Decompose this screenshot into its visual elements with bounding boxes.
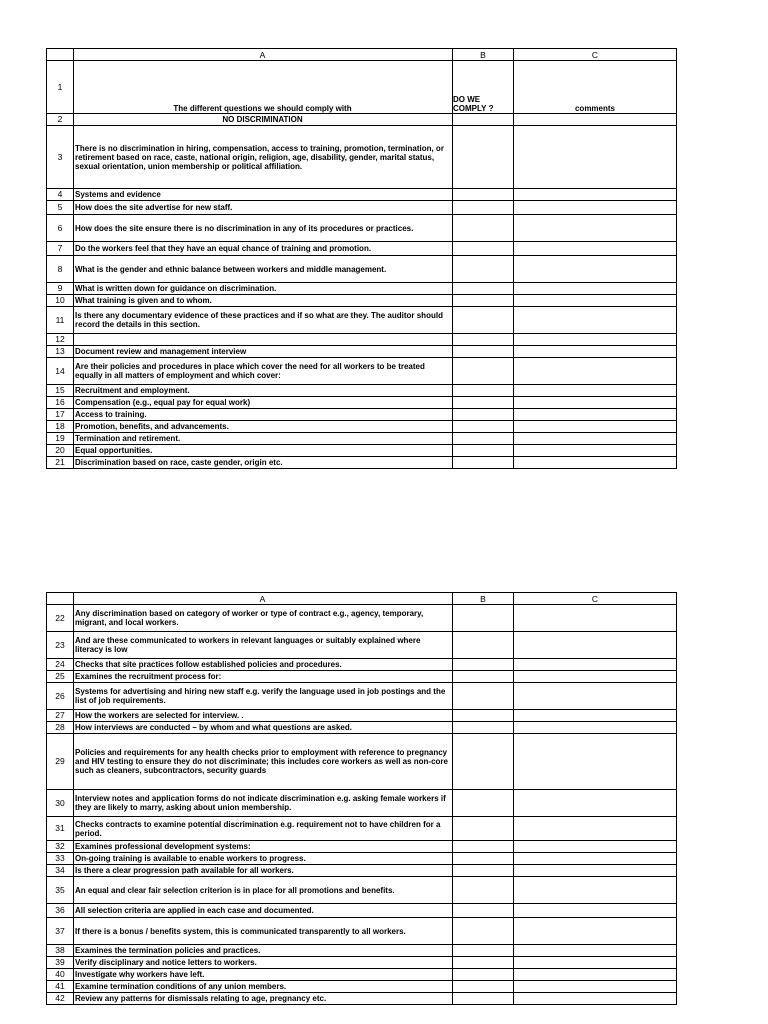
table-row [47,817,677,841]
column-header-b[interactable]: B [453,49,514,61]
column-header-a[interactable]: A [74,49,453,61]
row-number[interactable]: 2 [47,114,74,126]
row-number[interactable]: 31 [47,817,74,841]
table-row [47,605,677,632]
comply-cell[interactable] [453,358,514,385]
comments-cell[interactable] [514,256,677,283]
table-row [47,790,677,817]
table-row [47,421,677,433]
table-row [47,853,677,865]
row-number[interactable]: 33 [47,853,74,865]
comments-cell[interactable] [514,945,677,957]
table-row [47,722,677,734]
row-number[interactable]: 18 [47,421,74,433]
table-row [47,904,677,918]
question-cell[interactable]: Promotion, benefits, and advancements. [74,421,453,433]
row-number[interactable]: 6 [47,215,74,242]
table-row [47,256,677,283]
table-row [47,865,677,877]
comments-cell[interactable] [514,969,677,981]
row-number[interactable]: 26 [47,683,74,710]
row-number[interactable]: 35 [47,877,74,904]
question-cell[interactable]: Review any patterns for dismissals relating to age, pregnancy etc. [74,993,453,1005]
question-cell[interactable]: Policies and requirements for any health checks prior to employment with reference to pregnancy and HIV testing to ensure they do not discriminate; this includes core workers as well as non-core such as cleaners, subcontractors, security guards [74,734,453,790]
comments-cell[interactable] [514,841,677,853]
comply-cell[interactable] [453,841,514,853]
row-number[interactable]: 9 [47,283,74,295]
comments-cell[interactable] [514,993,677,1005]
row-number[interactable]: 34 [47,865,74,877]
table-row [47,61,677,114]
comments-cell[interactable] [514,215,677,242]
question-cell[interactable]: If there is a bonus / benefits system, this is communicated transparently to all workers. [74,918,453,945]
comply-cell[interactable] [453,385,514,397]
question-cell[interactable]: Examines the recruitment process for: [74,671,453,683]
corner-cell[interactable] [47,593,74,605]
comments-cell[interactable] [514,853,677,865]
comments-cell[interactable] [514,817,677,841]
table-row [47,957,677,969]
row-number[interactable]: 3 [47,126,74,189]
comply-cell[interactable] [453,632,514,659]
table-row [47,409,677,421]
table-row [47,397,677,409]
comply-cell[interactable] [453,457,514,469]
row-number[interactable]: 15 [47,385,74,397]
row-number[interactable]: 36 [47,904,74,918]
comply-cell[interactable] [453,981,514,993]
comments-cell[interactable] [514,605,677,632]
question-cell[interactable]: Investigate why workers have left. [74,969,453,981]
row-number[interactable]: 1 [47,61,74,114]
comments-cell[interactable] [514,283,677,295]
comply-cell[interactable] [453,114,514,126]
comments-cell[interactable] [514,904,677,918]
spreadsheet-table-1 [46,48,673,469]
row-number[interactable]: 12 [47,334,74,346]
table-row [47,358,677,385]
comments-cell[interactable] [514,710,677,722]
row-number[interactable]: 30 [47,790,74,817]
row-number[interactable]: 27 [47,710,74,722]
table-row [47,683,677,710]
row-number[interactable]: 22 [47,605,74,632]
table-row [47,710,677,722]
row-number[interactable]: 7 [47,242,74,256]
question-cell[interactable]: Is there any documentary evidence of these practices and if so what are they. The auditor should record the details in this section. [74,307,453,334]
comments-cell[interactable] [514,632,677,659]
comments-cell[interactable] [514,722,677,734]
table-row [47,918,677,945]
comments-cell[interactable] [514,114,677,126]
question-cell[interactable]: Checks contracts to examine potential discrimination e.g. requirement not to have children for a period. [74,817,453,841]
row-number[interactable]: 40 [47,969,74,981]
comply-cell[interactable] [453,307,514,334]
question-cell[interactable]: All selection criteria are applied in each case and documented. [74,904,453,918]
table-row [47,981,677,993]
table-row [47,445,677,457]
comments-cell[interactable] [514,865,677,877]
column-header-b[interactable]: B [453,593,514,605]
row-number[interactable]: 38 [47,945,74,957]
comments-cell[interactable] [514,358,677,385]
comply-cell[interactable] [453,605,514,632]
comply-cell[interactable] [453,189,514,201]
question-cell[interactable]: How interviews are conducted – by whom and what questions are asked. [74,722,453,734]
question-cell[interactable]: Systems for advertising and hiring new staff e.g. verify the language used in job postings and the list of job requirements. [74,683,453,710]
question-cell[interactable]: How the workers are selected for interview. . [74,710,453,722]
question-cell[interactable]: Examine termination conditions of any union members. [74,981,453,993]
question-header-cell[interactable]: The different questions we should comply with [74,61,453,114]
comply-cell[interactable] [453,945,514,957]
table-row [47,346,677,358]
table-row [47,283,677,295]
comments-header-cell[interactable]: comments [514,61,677,114]
question-cell[interactable]: There is no discrimination in hiring, compensation, access to training, promotion, termination, or retirement based on race, caste, national origin, religion, age, disability, gender, marital status, sexual orientation, union membership or political affiliation. [74,126,453,189]
table-row [47,993,677,1005]
column-header-a[interactable]: A [74,593,453,605]
question-cell[interactable]: Termination and retirement. [74,433,453,445]
table-row [47,126,677,189]
question-cell[interactable]: Access to training. [74,409,453,421]
question-cell[interactable]: Are their policies and procedures in place which cover the need for all workers to be treated equally in all matters of employment and which cover: [74,358,453,385]
comply-cell[interactable] [453,710,514,722]
row-number[interactable]: 19 [47,433,74,445]
question-cell[interactable]: Is there a clear progression path available for all workers. [74,865,453,877]
table-row [47,671,677,683]
comply-cell[interactable] [453,201,514,215]
table-row [47,945,677,957]
question-cell[interactable]: How does the site ensure there is no discrimination in any of its procedures or practices. [74,215,453,242]
comments-cell[interactable] [514,790,677,817]
row-number[interactable]: 10 [47,295,74,307]
row-number[interactable]: 23 [47,632,74,659]
comply-cell[interactable] [453,295,514,307]
question-cell[interactable]: Do the workers feel that they have an equal chance of training and promotion. [74,242,453,256]
comply-cell[interactable] [453,671,514,683]
spreadsheet-table-2 [46,592,673,1005]
comply-cell[interactable] [453,346,514,358]
row-number[interactable]: 16 [47,397,74,409]
question-cell[interactable]: Equal opportunities. [74,445,453,457]
comply-cell[interactable] [453,865,514,877]
row-number[interactable]: 37 [47,918,74,945]
comments-cell[interactable] [514,409,677,421]
row-number[interactable]: 14 [47,358,74,385]
comply-cell[interactable] [453,421,514,433]
comply-cell[interactable] [453,817,514,841]
comply-cell[interactable] [453,877,514,904]
comply-cell[interactable] [453,918,514,945]
comments-cell[interactable] [514,295,677,307]
question-cell[interactable]: Examines the termination policies and practices. [74,945,453,957]
question-cell[interactable]: What is the gender and ethnic balance between workers and middle management. [74,256,453,283]
row-number[interactable]: 24 [47,659,74,671]
row-number[interactable]: 41 [47,981,74,993]
question-cell[interactable]: How does the site advertise for new staff. [74,201,453,215]
comments-cell[interactable] [514,659,677,671]
comply-cell[interactable] [453,334,514,346]
table-row [47,877,677,904]
question-cell[interactable]: Interview notes and application forms do not indicate discrimination e.g. asking female workers if they are likely to marry, asking about union membership. [74,790,453,817]
question-cell[interactable]: On-going training is available to enable workers to progress. [74,853,453,865]
comments-cell[interactable] [514,433,677,445]
question-cell[interactable]: Discrimination based on race, caste gender, origin etc. [74,457,453,469]
row-number[interactable]: 21 [47,457,74,469]
comply-cell[interactable] [453,397,514,409]
table-row [47,307,677,334]
comply-cell[interactable] [453,445,514,457]
row-number[interactable]: 8 [47,256,74,283]
comply-cell[interactable] [453,659,514,671]
comments-cell[interactable] [514,126,677,189]
comments-cell[interactable] [514,918,677,945]
question-cell[interactable]: What training is given and to whom. [74,295,453,307]
table-row [47,969,677,981]
comments-cell[interactable] [514,242,677,256]
comments-cell[interactable] [514,346,677,358]
comments-cell[interactable] [514,385,677,397]
comply-cell[interactable] [453,722,514,734]
row-number[interactable]: 13 [47,346,74,358]
comments-cell[interactable] [514,981,677,993]
question-cell[interactable]: Verify disciplinary and notice letters to workers. [74,957,453,969]
table-row [47,659,677,671]
question-cell[interactable]: Compensation (e.g., equal pay for equal work) [74,397,453,409]
question-cell[interactable] [74,334,453,346]
comments-cell[interactable] [514,445,677,457]
comply-cell[interactable] [453,683,514,710]
comply-cell[interactable] [453,283,514,295]
column-header-c[interactable]: C [514,593,677,605]
table-row [47,242,677,256]
comply-cell[interactable] [453,242,514,256]
comply-cell[interactable] [453,409,514,421]
question-cell[interactable]: Examines professional development systems: [74,841,453,853]
question-cell[interactable]: Any discrimination based on category of worker or type of contract e.g., agency, temporary, migrant, and local workers. [74,605,453,632]
comments-cell[interactable] [514,307,677,334]
comments-cell[interactable] [514,189,677,201]
comply-header-cell[interactable]: DO WE COMPLY ? [453,61,514,114]
table-row [47,457,677,469]
column-header-row [47,593,677,605]
section-title-cell[interactable]: NO DISCRIMINATION [74,114,453,126]
comments-cell[interactable] [514,734,677,790]
comply-cell[interactable] [453,433,514,445]
table-row [47,632,677,659]
comments-cell[interactable] [514,334,677,346]
comments-cell[interactable] [514,957,677,969]
comply-cell[interactable] [453,215,514,242]
comments-cell[interactable] [514,421,677,433]
comply-cell[interactable] [453,853,514,865]
comply-cell[interactable] [453,957,514,969]
comply-cell[interactable] [453,969,514,981]
row-number[interactable]: 29 [47,734,74,790]
column-header-c[interactable]: C [514,49,677,61]
comments-cell[interactable] [514,671,677,683]
question-cell[interactable]: Systems and evidence [74,189,453,201]
table-row [47,841,677,853]
row-number[interactable]: 4 [47,189,74,201]
comply-cell[interactable] [453,126,514,189]
table-row [47,295,677,307]
question-cell[interactable]: And are these communicated to workers in relevant languages or suitably explained where literacy is low [74,632,453,659]
comply-cell[interactable] [453,904,514,918]
question-cell[interactable]: What is written down for guidance on discrimination. [74,283,453,295]
comments-cell[interactable] [514,201,677,215]
row-number[interactable]: 11 [47,307,74,334]
row-number[interactable]: 28 [47,722,74,734]
comments-cell[interactable] [514,877,677,904]
row-number[interactable]: 39 [47,957,74,969]
table-row [47,734,677,790]
comply-cell[interactable] [453,993,514,1005]
row-number[interactable]: 17 [47,409,74,421]
table-row [47,385,677,397]
row-number[interactable]: 20 [47,445,74,457]
question-cell[interactable]: Document review and management interview [74,346,453,358]
comments-cell[interactable] [514,457,677,469]
row-number[interactable]: 42 [47,993,74,1005]
corner-cell[interactable] [47,49,74,61]
comments-cell[interactable] [514,397,677,409]
comments-cell[interactable] [514,683,677,710]
column-header-row [47,49,677,61]
table-row [47,201,677,215]
row-number[interactable]: 5 [47,201,74,215]
comply-cell[interactable] [453,256,514,283]
table-row [47,433,677,445]
row-number[interactable]: 32 [47,841,74,853]
table-row [47,215,677,242]
table-row [47,114,677,126]
comply-cell[interactable] [453,790,514,817]
table-row [47,189,677,201]
question-cell[interactable]: An equal and clear fair selection criterion is in place for all promotions and benefits. [74,877,453,904]
row-number[interactable]: 25 [47,671,74,683]
question-cell[interactable]: Checks that site practices follow established policies and procedures. [74,659,453,671]
question-cell[interactable]: Recruitment and employment. [74,385,453,397]
comply-cell[interactable] [453,734,514,790]
table-row [47,334,677,346]
